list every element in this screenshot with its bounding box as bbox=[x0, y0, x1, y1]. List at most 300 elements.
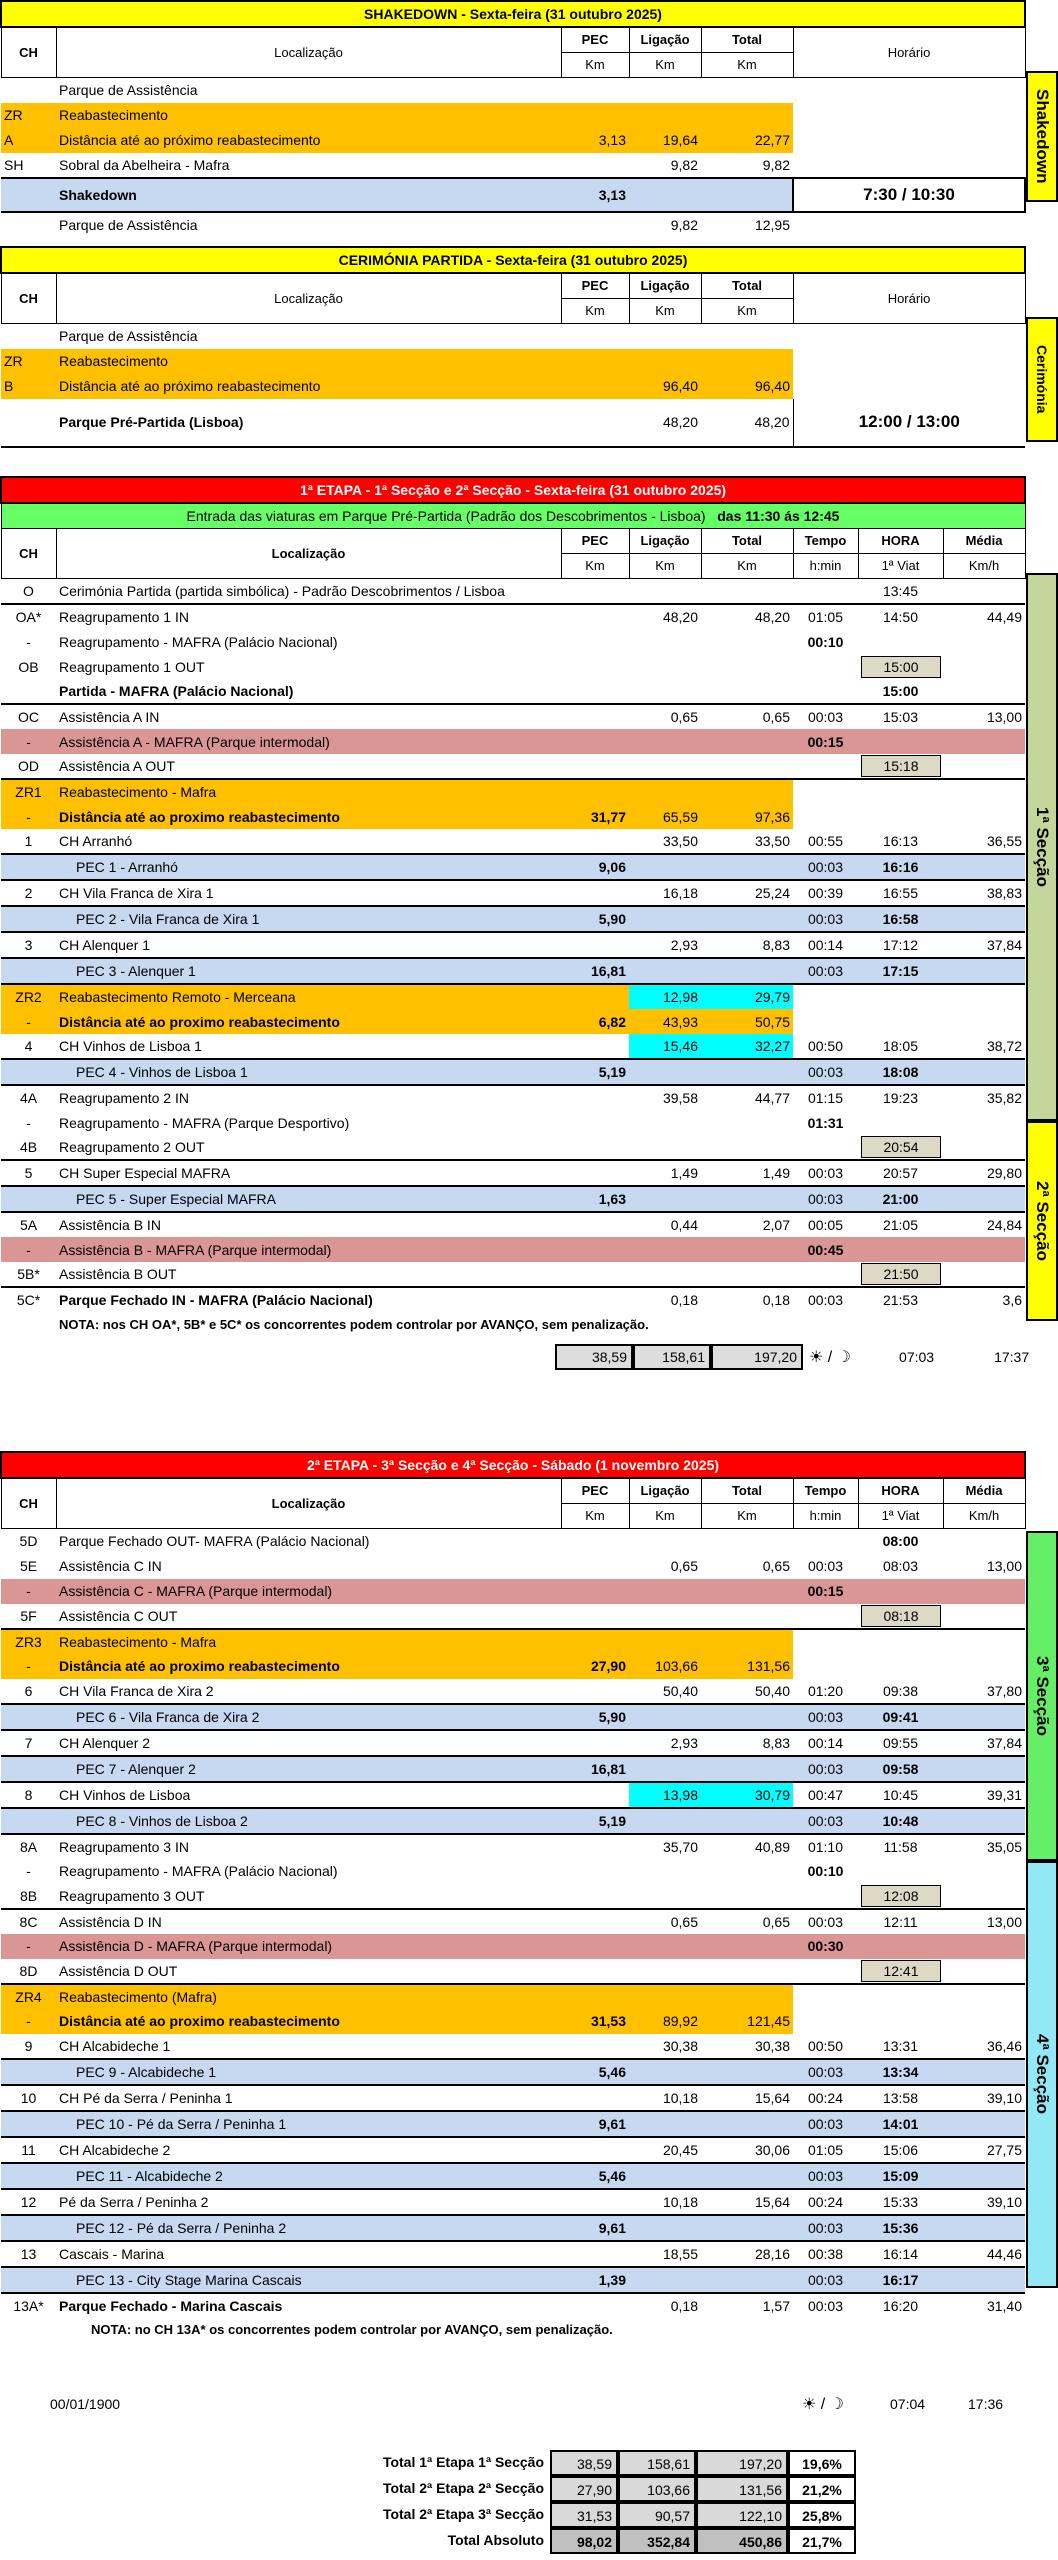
summary-pct: 25,8% bbox=[788, 2502, 856, 2528]
ch-cell bbox=[1, 958, 56, 984]
table-row bbox=[1, 2267, 1025, 2293]
ch-cell: ZR4 bbox=[1, 1984, 56, 2009]
pec-cell bbox=[561, 1554, 629, 1579]
table-row bbox=[1, 128, 1025, 153]
tot-cell: 22,77 bbox=[701, 128, 793, 153]
tempo-cell: 00:03 bbox=[793, 1160, 858, 1186]
lig-cell: 43,93 bbox=[629, 1009, 701, 1034]
loc-cell: Parque Fechado IN - MAFRA (Palácio Nacional) bbox=[56, 1287, 561, 1312]
summary-tot: 122,10 bbox=[696, 2502, 788, 2528]
tempo-cell: 01:20 bbox=[807, 1682, 844, 1699]
hora-cell bbox=[858, 1009, 943, 1034]
col-lig: Ligação bbox=[629, 1478, 701, 1504]
hora-cell bbox=[858, 1984, 943, 2009]
col-lig: Ligação bbox=[629, 529, 701, 554]
media-cell bbox=[943, 654, 1025, 679]
loc-cell: Distância até ao próximo reabastecimento bbox=[56, 374, 561, 399]
ch-cell bbox=[1, 854, 56, 880]
lig-cell: 0,18 bbox=[670, 2297, 698, 2314]
sunset-time: 17:37 bbox=[994, 1349, 1030, 1365]
col-ch: CH bbox=[1, 529, 56, 579]
ch-cell: 12 bbox=[20, 2193, 37, 2210]
pec-cell: 27,90 bbox=[561, 1654, 629, 1679]
media-cell bbox=[943, 629, 1025, 654]
summary-pec: 38,59 bbox=[550, 2450, 618, 2476]
hora-cell: 13:34 bbox=[858, 2059, 943, 2085]
shakedown-title: SHAKEDOWN - Sexta-feira (31 outubro 2025) bbox=[1, 1, 1025, 27]
tot-cell bbox=[701, 654, 793, 679]
table-row bbox=[1, 629, 1025, 654]
tot-cell: 9,82 bbox=[762, 156, 790, 173]
media-cell bbox=[943, 984, 1025, 1009]
lig-cell: 39,58 bbox=[662, 1090, 698, 1106]
lig-cell: 0,44 bbox=[670, 1217, 698, 1233]
col-media: Média bbox=[943, 529, 1025, 554]
km-label: Km bbox=[561, 53, 629, 78]
table-row bbox=[1, 958, 1025, 984]
loc-cell: PEC 13 - City Stage Marina Cascais bbox=[56, 2267, 561, 2293]
hora-cell bbox=[858, 1604, 943, 1629]
lig-cell bbox=[629, 679, 701, 704]
pec-cell bbox=[561, 880, 629, 906]
pec-cell bbox=[561, 1085, 629, 1110]
entrada-text: Entrada das viaturas em Parque Pré-Partida (Padrão dos Descobrimentos - Lisboa) bbox=[186, 508, 706, 524]
ch-cell bbox=[1, 1059, 56, 1085]
loc-cell: Assistência C OUT bbox=[59, 1607, 178, 1624]
hora-cell bbox=[858, 1262, 943, 1287]
tot-cell bbox=[701, 1959, 793, 1984]
ch-cell: A bbox=[1, 128, 56, 153]
total-pec: 38,59 bbox=[555, 1344, 633, 1370]
media-cell bbox=[943, 1237, 1025, 1262]
lig-cell: 13,98 bbox=[629, 1782, 701, 1808]
tempo-cell: 00:24 bbox=[807, 2089, 844, 2106]
pec-cell bbox=[561, 1529, 629, 1554]
sunset-time: 17:36 bbox=[968, 2396, 1004, 2412]
lig-cell: 35,70 bbox=[662, 1838, 698, 1855]
pec-cell bbox=[561, 1730, 629, 1756]
tempo-cell: 00:45 bbox=[793, 1237, 858, 1262]
loc-cell: PEC 8 - Vinhos de Lisboa 2 bbox=[56, 1808, 561, 1834]
horario-cell: 7:30 / 10:30 bbox=[793, 178, 1025, 212]
media-cell bbox=[943, 1186, 1025, 1212]
table-row bbox=[1, 1059, 1025, 1085]
hora-cell: 15:06 bbox=[882, 2141, 919, 2158]
hora-cell: 21:00 bbox=[858, 1186, 943, 1212]
tempo-cell: 00:14 bbox=[807, 1734, 844, 1751]
tempo-cell bbox=[793, 1984, 858, 2009]
pec-cell: 1,63 bbox=[561, 1186, 629, 1212]
lig-cell bbox=[629, 2111, 701, 2137]
pec-cell bbox=[561, 1884, 629, 1909]
hora-box: 21:50 bbox=[861, 1263, 941, 1285]
table-row bbox=[1, 1160, 1025, 1186]
pec-cell bbox=[561, 1604, 629, 1629]
hora-box: 12:08 bbox=[861, 1885, 941, 1907]
table-row bbox=[1, 779, 1025, 804]
tot-cell bbox=[701, 854, 793, 880]
summary-pct: 21,7% bbox=[788, 2528, 856, 2554]
ch-cell: OB bbox=[18, 658, 39, 675]
ch-cell: 4B bbox=[19, 1139, 38, 1155]
tot-cell bbox=[701, 1859, 793, 1884]
hora-cell: 16:20 bbox=[882, 2297, 919, 2314]
table-row bbox=[1, 1756, 1025, 1782]
km-label: Km bbox=[701, 299, 793, 324]
hora-cell bbox=[858, 779, 943, 804]
media-cell bbox=[943, 1704, 1025, 1730]
tempo-cell: 00:03 bbox=[793, 1808, 858, 1834]
pec-cell: 16,81 bbox=[561, 1756, 629, 1782]
loc-cell: PEC 3 - Alenquer 1 bbox=[56, 958, 561, 984]
pec-cell bbox=[561, 1679, 629, 1704]
tempo-cell bbox=[793, 1529, 858, 1554]
pec-cell bbox=[561, 2241, 629, 2267]
media-cell bbox=[943, 906, 1025, 932]
hora-cell: 15:00 bbox=[882, 683, 919, 699]
lig-cell bbox=[629, 779, 701, 804]
summary-pec: 98,02 bbox=[550, 2528, 618, 2554]
tot-cell: 48,20 bbox=[754, 414, 790, 430]
ch-cell: - bbox=[1, 729, 56, 754]
hora-cell: 15:03 bbox=[858, 704, 943, 729]
pec-cell bbox=[561, 604, 629, 629]
media-cell bbox=[943, 2215, 1025, 2241]
table-row bbox=[1, 1679, 1025, 1704]
media-cell: 13,00 bbox=[986, 1558, 1022, 1574]
table-row bbox=[1, 880, 1025, 906]
tempo-cell bbox=[793, 1654, 858, 1679]
media-cell bbox=[943, 804, 1025, 829]
tempo-cell: 00:03 bbox=[793, 2215, 858, 2241]
hora-cell: 16:14 bbox=[882, 2245, 919, 2262]
media-cell: 36,46 bbox=[986, 2037, 1022, 2054]
media-cell: 29,80 bbox=[943, 1160, 1025, 1186]
media-cell: 37,80 bbox=[986, 1682, 1022, 1699]
media-cell bbox=[943, 1859, 1025, 1884]
table-row bbox=[1, 906, 1025, 932]
loc-cell: PEC 6 - Vila Franca de Xira 2 bbox=[56, 1704, 561, 1730]
hora-cell bbox=[858, 1654, 943, 1679]
ch-cell: 8D bbox=[19, 1962, 38, 1979]
loc-cell: Assistência A - MAFRA (Parque intermodal) bbox=[56, 729, 561, 754]
sunrise-time: 07:03 bbox=[899, 1349, 935, 1365]
lig-cell bbox=[629, 729, 701, 754]
col-ch: CH bbox=[1, 1478, 56, 1529]
hora-cell bbox=[858, 1884, 943, 1909]
loc-cell: CH Super Especial MAFRA bbox=[56, 1160, 561, 1186]
pec-cell bbox=[561, 629, 629, 654]
tot-cell: 97,36 bbox=[701, 804, 793, 829]
table-row bbox=[1, 1034, 1025, 1059]
table-row bbox=[1, 2293, 1025, 2318]
hora-box: 08:18 bbox=[861, 1605, 941, 1627]
table-row bbox=[1, 1009, 1025, 1034]
col-pec: PEC bbox=[561, 1478, 629, 1504]
hora-cell: 18:08 bbox=[858, 1059, 943, 1085]
lig-cell bbox=[629, 2163, 701, 2189]
footer-date: 00/01/1900 bbox=[50, 2396, 121, 2412]
media-cell bbox=[943, 1135, 1025, 1160]
table-row bbox=[1, 2111, 1025, 2137]
loc-cell: Assistência D OUT bbox=[59, 1962, 178, 1979]
loc-cell: CH Vila Franca de Xira 2 bbox=[59, 1682, 214, 1699]
secao3-side-label: 3ª Secção bbox=[1026, 1531, 1058, 1861]
media-cell: 38,83 bbox=[986, 885, 1022, 901]
loc-cell: Cerimónia Partida (partida simbólica) - Padrão Descobrimentos / Lisboa bbox=[59, 583, 505, 599]
km-label: Km bbox=[629, 1504, 701, 1529]
col-lig: Ligação bbox=[629, 273, 701, 299]
hora-cell: 09:58 bbox=[858, 1756, 943, 1782]
media-cell bbox=[943, 958, 1025, 984]
ch-cell: ZR bbox=[1, 349, 56, 374]
tempo-cell bbox=[793, 984, 858, 1009]
pec-cell: 5,19 bbox=[561, 1808, 629, 1834]
tot-cell: 0,65 bbox=[701, 1909, 793, 1934]
summary-pec: 27,90 bbox=[550, 2476, 618, 2502]
kmh-label: Km/h bbox=[943, 554, 1025, 579]
hora-cell: 15:36 bbox=[858, 2215, 943, 2241]
loc-cell: Cascais - Marina bbox=[59, 2245, 165, 2262]
table-row bbox=[1, 2009, 1025, 2034]
table-row bbox=[1, 1834, 1025, 1859]
loc-cell: Distância até ao próximo reabastecimento bbox=[56, 128, 561, 153]
hora-cell: 08:03 bbox=[882, 1558, 919, 1574]
loc-cell: Parque de Assistência bbox=[59, 328, 198, 345]
hora-cell: 09:38 bbox=[882, 1682, 919, 1699]
col-tot: Total bbox=[701, 529, 793, 554]
tot-cell bbox=[701, 1237, 793, 1262]
tot-cell: 15,64 bbox=[754, 2089, 790, 2106]
ch-cell: 5C* bbox=[1, 1287, 56, 1312]
tempo-cell: 01:05 bbox=[793, 604, 858, 629]
etapa1-totals bbox=[555, 1344, 1029, 1370]
tempo-cell: 00:15 bbox=[793, 729, 858, 754]
summary-row bbox=[340, 2528, 856, 2554]
ch-cell: ZR2 bbox=[1, 984, 56, 1009]
pec-cell bbox=[561, 679, 629, 704]
col-horario: Horário bbox=[793, 273, 1025, 324]
tot-cell bbox=[701, 1262, 793, 1287]
loc-cell: Reabastecimento bbox=[56, 103, 561, 128]
media-cell: 39,31 bbox=[986, 1786, 1022, 1803]
tempo-cell: 00:39 bbox=[807, 885, 844, 901]
tot-cell bbox=[701, 1579, 793, 1604]
loc-cell: Parque Fechado OUT- MAFRA (Palácio Nacional) bbox=[59, 1533, 370, 1550]
pec-cell bbox=[561, 1110, 629, 1135]
pec-cell: 1,39 bbox=[561, 2267, 629, 2293]
table-row bbox=[1, 1135, 1025, 1160]
table-row bbox=[1, 2189, 1025, 2215]
table-row bbox=[1, 729, 1025, 754]
hora-cell: 18:05 bbox=[882, 1038, 919, 1054]
loc-cell: Assistência B - MAFRA (Parque intermodal) bbox=[56, 1237, 561, 1262]
media-cell bbox=[943, 1604, 1025, 1629]
tot-cell: 8,83 bbox=[762, 1734, 790, 1751]
tot-cell: 50,40 bbox=[754, 1682, 790, 1699]
table-row bbox=[1, 153, 1025, 178]
summary-label: Total 2ª Etapa 3ª Secção bbox=[382, 2506, 544, 2522]
lig-cell: 96,40 bbox=[629, 374, 701, 399]
lig-cell bbox=[629, 1529, 701, 1554]
kmh-label: Km/h bbox=[943, 1504, 1025, 1529]
ch-cell: 9 bbox=[24, 2037, 33, 2054]
tot-cell: 44,77 bbox=[754, 1090, 790, 1106]
tempo-cell bbox=[793, 1009, 858, 1034]
loc-cell: Reagrupamento - MAFRA (Palácio Nacional) bbox=[59, 633, 338, 650]
viat-label: 1ª Viat bbox=[858, 554, 943, 579]
lig-cell: 89,92 bbox=[629, 2009, 701, 2034]
lig-cell bbox=[629, 754, 701, 779]
tot-cell bbox=[701, 1186, 793, 1212]
tot-cell: 30,06 bbox=[754, 2141, 790, 2158]
lig-cell: 9,82 bbox=[670, 156, 698, 173]
ch-cell: O bbox=[23, 583, 34, 599]
tempo-cell: 00:03 bbox=[793, 1186, 858, 1212]
tot-cell bbox=[701, 2059, 793, 2085]
ch-cell bbox=[1, 2059, 56, 2085]
lig-cell: 12,98 bbox=[629, 984, 701, 1009]
summary-label: Total 1ª Etapa 1ª Secção bbox=[382, 2454, 544, 2470]
loc-cell: Parque Fechado - Marina Cascais bbox=[59, 2297, 283, 2314]
ch-cell bbox=[1, 1186, 56, 1212]
lig-cell bbox=[629, 1959, 701, 1984]
lig-cell: 48,20 bbox=[662, 414, 698, 430]
tempo-cell: 01:31 bbox=[807, 1114, 844, 1131]
lig-cell: 50,40 bbox=[662, 1682, 698, 1699]
pec-cell bbox=[561, 1160, 629, 1186]
pec-cell bbox=[561, 1782, 629, 1808]
hora-cell: 16:16 bbox=[858, 854, 943, 880]
lig-cell bbox=[629, 2059, 701, 2085]
tempo-cell bbox=[793, 804, 858, 829]
summary-pec: 31,53 bbox=[550, 2502, 618, 2528]
ch-cell: 5A bbox=[19, 1217, 38, 1233]
loc-cell: Shakedown bbox=[56, 178, 561, 212]
loc-cell: Reagrupamento 3 IN bbox=[59, 1838, 189, 1855]
lig-cell bbox=[629, 1704, 701, 1730]
tot-cell bbox=[701, 1110, 793, 1135]
col-tot: Total bbox=[701, 27, 793, 53]
hora-cell bbox=[858, 629, 943, 654]
lig-cell: 1,49 bbox=[629, 1160, 701, 1186]
media-cell: 38,72 bbox=[986, 1038, 1022, 1054]
hora-cell: 21:05 bbox=[882, 1217, 919, 1233]
hora-cell bbox=[858, 804, 943, 829]
media-cell bbox=[943, 1262, 1025, 1287]
media-cell bbox=[943, 779, 1025, 804]
tot-cell bbox=[701, 1808, 793, 1834]
ch-cell: 4A bbox=[19, 1090, 38, 1106]
lig-cell bbox=[629, 1984, 701, 2009]
pec-cell: 31,53 bbox=[561, 2009, 629, 2034]
loc-cell: Reagrupamento 3 OUT bbox=[59, 1887, 205, 1904]
tot-cell: 0,65 bbox=[701, 704, 793, 729]
tempo-cell: 00:55 bbox=[807, 833, 844, 849]
entrada-row bbox=[1, 503, 1025, 529]
pec-cell bbox=[561, 779, 629, 804]
hora-cell bbox=[858, 984, 943, 1009]
pec-cell: 5,19 bbox=[561, 1059, 629, 1085]
tempo-cell: 00:03 bbox=[793, 2163, 858, 2189]
table-row bbox=[1, 2163, 1025, 2189]
media-cell bbox=[943, 754, 1025, 779]
entrada-time: das 11:30 ás 12:45 bbox=[717, 508, 840, 524]
loc-cell: Pé da Serra / Peninha 2 bbox=[59, 2193, 209, 2210]
hora-cell bbox=[858, 1859, 943, 1884]
km-label: Km bbox=[701, 554, 793, 579]
pec-cell bbox=[561, 654, 629, 679]
pec-cell: 9,61 bbox=[561, 2111, 629, 2137]
total-lig: 158,61 bbox=[633, 1344, 711, 1370]
tempo-cell: 00:03 bbox=[807, 1558, 844, 1574]
hora-cell: 09:55 bbox=[882, 1734, 919, 1751]
loc-cell: Assistência C IN bbox=[59, 1558, 162, 1574]
media-cell: 39,10 bbox=[986, 2193, 1022, 2210]
tempo-cell: 00:38 bbox=[807, 2245, 844, 2262]
total-tot: 197,20 bbox=[711, 1344, 803, 1370]
hora-cell: 09:41 bbox=[858, 1704, 943, 1730]
ch-cell: ZR bbox=[1, 103, 56, 128]
hora-cell: 17:12 bbox=[882, 937, 919, 953]
media-cell: 13,00 bbox=[943, 704, 1025, 729]
loc-cell: Assistência B OUT bbox=[59, 1266, 177, 1282]
table-row bbox=[1, 754, 1025, 779]
lig-cell: 2,93 bbox=[670, 937, 698, 953]
tempo-cell: 00:03 bbox=[793, 2111, 858, 2137]
ch-cell: SH bbox=[4, 156, 24, 173]
tempo-cell: 00:14 bbox=[807, 937, 844, 953]
media-cell bbox=[943, 1009, 1025, 1034]
lig-cell bbox=[629, 1110, 701, 1135]
media-cell: 44,46 bbox=[986, 2245, 1022, 2262]
tempo-cell bbox=[793, 654, 858, 679]
loc-cell: Distância até ao proximo reabastecimento bbox=[56, 1009, 561, 1034]
etapa1-title: 1ª ETAPA - 1ª Secção e 2ª Secção - Sexta-feira (31 outubro 2025) bbox=[1, 477, 1025, 503]
media-cell bbox=[943, 679, 1025, 704]
pec-cell bbox=[561, 1262, 629, 1287]
loc-cell: Assistência D IN bbox=[56, 1909, 561, 1934]
loc-cell: CH Alenquer 2 bbox=[59, 1734, 151, 1751]
hora-box: 15:18 bbox=[861, 755, 941, 777]
summary-row bbox=[340, 2450, 856, 2476]
lig-cell bbox=[629, 1629, 701, 1654]
table-row bbox=[1, 1704, 1025, 1730]
ch-cell: - bbox=[1, 1934, 56, 1959]
media-cell: 13,00 bbox=[943, 1909, 1025, 1934]
lig-cell: 33,50 bbox=[662, 833, 698, 849]
media-cell bbox=[943, 2111, 1025, 2137]
ch-cell: OC bbox=[1, 704, 56, 729]
tempo-cell: 00:03 bbox=[793, 1287, 858, 1312]
loc-cell: CH Alcabideche 1 bbox=[59, 2037, 171, 2054]
loc-cell: Reagrupamento 2 IN bbox=[59, 1090, 189, 1106]
table-row bbox=[1, 1859, 1025, 1884]
tot-cell bbox=[701, 579, 793, 605]
pec-cell bbox=[561, 1135, 629, 1160]
media-cell bbox=[943, 1529, 1025, 1554]
tot-cell bbox=[701, 1884, 793, 1909]
loc-cell: Reagrupamento 1 IN bbox=[56, 604, 561, 629]
tot-cell: 30,38 bbox=[754, 2037, 790, 2054]
loc-cell: Assistência A OUT bbox=[59, 758, 175, 774]
loc-cell: CH Vinhos de Lisboa 1 bbox=[59, 1038, 202, 1054]
tot-cell bbox=[701, 1756, 793, 1782]
lig-cell: 65,59 bbox=[629, 804, 701, 829]
lig-cell: 48,20 bbox=[629, 604, 701, 629]
tempo-cell: 00:24 bbox=[807, 2193, 844, 2210]
ch-cell: 5E bbox=[19, 1558, 38, 1574]
